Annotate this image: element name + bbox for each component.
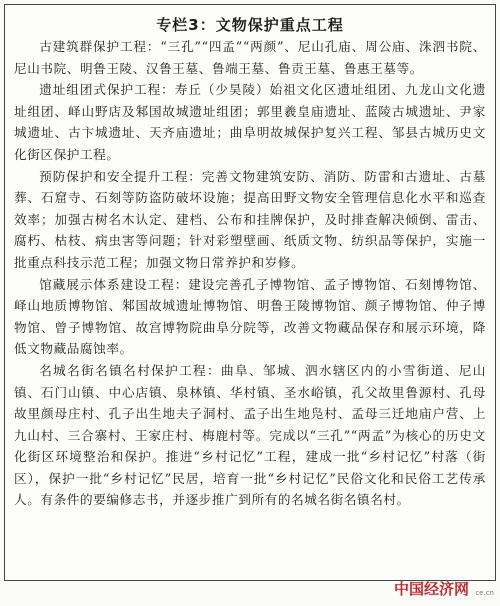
watermark-logo-text: 中国经济网 bbox=[394, 580, 470, 598]
column-body bbox=[5, 36, 495, 511]
column-title: 专栏3：文物保护重点工程 bbox=[156, 16, 344, 34]
paragraph-museum-system: 馆藏展示体系建设工程：建设完善孔子博物馆、孟子博物馆、石刻博物馆、峄山地质博物馆、邾国故城遗址博物馆、明鲁王陵博物馆、颜子博物馆、仲子博物馆、曾子博物馆、故宫博物院曲阜分院等，改善文物藏品保存和展示环境，降低文物藏品腐蚀率。 bbox=[14, 276, 486, 357]
column-box bbox=[4, 4, 496, 581]
paragraph-preventive-protection: 预防保护和安全提升工程：完善文物建筑安防、消防、防雷和古遗址、古墓葬、石窟寺、石刻等防盗防破坏设施；提高田野文物安全管理信息化水平和巡查效率；加强古树名木认定、建档、公布和挂牌保护，及时排查解决倾倒、雷击、腐朽、枯枝、病虫害等问题；针对彩塑壁画、纸质文物、纺织品等保护，实施一批重点科技示范工程；加强文物日常养护和岁修。 bbox=[14, 168, 486, 270]
site-watermark bbox=[394, 578, 494, 600]
watermark-sub-text: ce.cn bbox=[475, 589, 494, 597]
paragraph-ancient-buildings: 古建筑群保护工程：“三孔”“四孟”“两颜”、尼山孔庙、周公庙、洙泗书院、尼山书院、明鲁王陵、汉鲁王墓、鲁端王墓、鲁贡王墓、鲁惠王墓等。 bbox=[14, 39, 486, 76]
paragraph-famous-towns: 名城名街名镇名村保护工程：曲阜、邹城、泗水辖区内的小雪街道、尼山镇、石门山镇、中心店镇、泉林镇、华村镇、圣水峪镇，孔父故里鲁源村、孔母故里颜母庄村、孔子出生地夫子洞村、孟子出生地凫村、孟母三迁地庙户营、上九山村、三合寨村、王家庄村、梅鹿村等。完成以“三孔”“两孟”为核心的历史文化街区环境整治和保护。推进“乡村记忆”工程，建成一批“乡村记忆”村落（街区），保护一批“乡村记忆”民居，培育一批“乡村记忆”民俗文化和民俗工艺传承人。有条件的要编修志书，并逐步推广到所有的名城名街名镇名村。 bbox=[14, 362, 486, 508]
paragraph-site-clusters: 遗址组团式保护工程：寿丘（少昊陵）始祖文化区遗址组团、九龙山文化遗址组团、峄山野店及邾国故城遗址组团；郭里羲皇庙遗址、蓝陵古城遗址、尹家城遗址、古卞城遗址、天齐庙遗址；曲阜明故城保护复兴工程、邹县古城历史文化街区保护工程。 bbox=[14, 82, 486, 162]
